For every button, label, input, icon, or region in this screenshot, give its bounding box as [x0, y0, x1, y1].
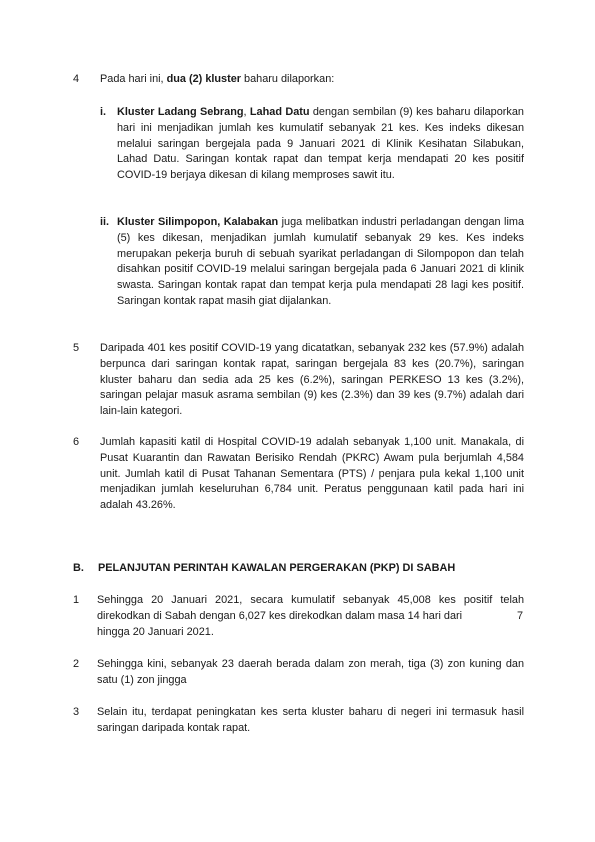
paragraph-number-6: 6 [73, 436, 80, 448]
paragraph-5-text: Daripada 401 kes positif COVID-19 yang dicatatkan, sebanyak 232 kes (57.9%) adalah berpunca dari saringan kontak rapat, saringan bergejala 83 kes (20.7%), saringan kluster baharu dan sedia ada 25 kes (6.2%), saringan PERKESO 13 kes (3.2%), saringan pelajar masuk asrama sembilan (9) kes (2.3%) dan 39 kes (9.7%) adalah dari lain-lain kategori. [100, 342, 524, 418]
b2-text: Sehingga kini, sebanyak 23 daerah berada dalam zon merah, tiga (3) zon kuning dan satu (1) zon jingga [97, 658, 524, 686]
b3-text: Selain itu, terdapat peningkatan kes serta kluster baharu di negeri ini termasuk hasil saringan daripada kontak rapat. [97, 706, 524, 734]
cluster-description: juga melibatkan industri perladangan dengan lima (5) kes dikesan, menjadikan jumlah kumulatif sebanyak 29 kes. Kes indeks merupakan pekerja buruh di sebuah syarikat perladangan di Silompopon dan telah disahkan positif COVID-19 melalui saringan bergejala pada 6 Januari 2021 di klinik swasta. Saringan kontak rapat dan tempat kerja pula mendapati 28 lagi kes positif. Saringan kontak rapat masih giat dijalankan. [117, 216, 524, 307]
intro-text-end: baharu dilaporkan: [241, 73, 335, 85]
item-marker-i: i. [100, 106, 107, 118]
paragraph-6-text: Jumlah kapasiti katil di Hospital COVID-19 adalah sebanyak 1,100 unit. Manakala, di Pusat Kuarantin dan Rawatan Berisiko Rendah (PKRC) Awam pula berjumlah 4,584 unit. Jumlah katil di Pusat Tahanan Sementara (PTS) / penjara pula kekal 1,100 unit menjadikan jumlah keseluruhan 6,784 unit. Peratus penggunaan katil pada hari ini adalah 43.26%. [100, 436, 524, 512]
b1-line-1: Sehingga 20 Januari 2021, secara kumulatif sebanyak 45,008 kes positif telah [97, 594, 524, 606]
cluster-location: Lahad Datu [249, 106, 310, 118]
section-title: PELANJUTAN PERINTAH KAWALAN PERGERAKAN (PKP) DI SABAH [98, 562, 456, 574]
cluster-description: dengan sembilan (9) kes baharu dilaporkan hari ini menjadikan jumlah kes kumulatif sebanyak 21 kes. Kes indeks dikesan melalui saringan bergejala pada 9 Januari 2021 di Klinik Kesihatan Silabukan, Lahad Datu. Saringan kontak rapat dan tempat kerja mendapati 20 kes positif COVID-19 berjaya dikesan di kilang memproses sawit itu. [117, 106, 524, 182]
paragraph-number-5: 5 [73, 342, 80, 354]
section-letter: B. [73, 562, 84, 574]
paragraph-number-4: 4 [73, 73, 80, 85]
separator: , [243, 106, 250, 118]
intro-bold: dua (2) kluster [166, 73, 242, 85]
cluster-name: Kluster Ladang Sebrang [117, 106, 244, 118]
cluster-silimpopon-item [117, 215, 524, 310]
paragraph-number-b1: 1 [73, 594, 80, 606]
paragraph-4-intro [100, 72, 530, 88]
intro-text: Pada hari ini, [100, 73, 167, 85]
cluster-ladang-sebrang-item [117, 105, 524, 184]
b1-line-2-end: 7 [517, 610, 524, 622]
item-marker-ii: ii. [100, 216, 110, 228]
paragraph-number-b2: 2 [73, 658, 80, 670]
cluster-name: Kluster Silimpopon, Kalabakan [117, 216, 279, 228]
b1-line-2: direkodkan di Sabah dengan 6,027 kes direkodkan dalam masa 14 hari dari [97, 610, 463, 622]
paragraph-number-b3: 3 [73, 706, 80, 718]
b1-line-3: hingga 20 Januari 2021. [97, 626, 214, 638]
